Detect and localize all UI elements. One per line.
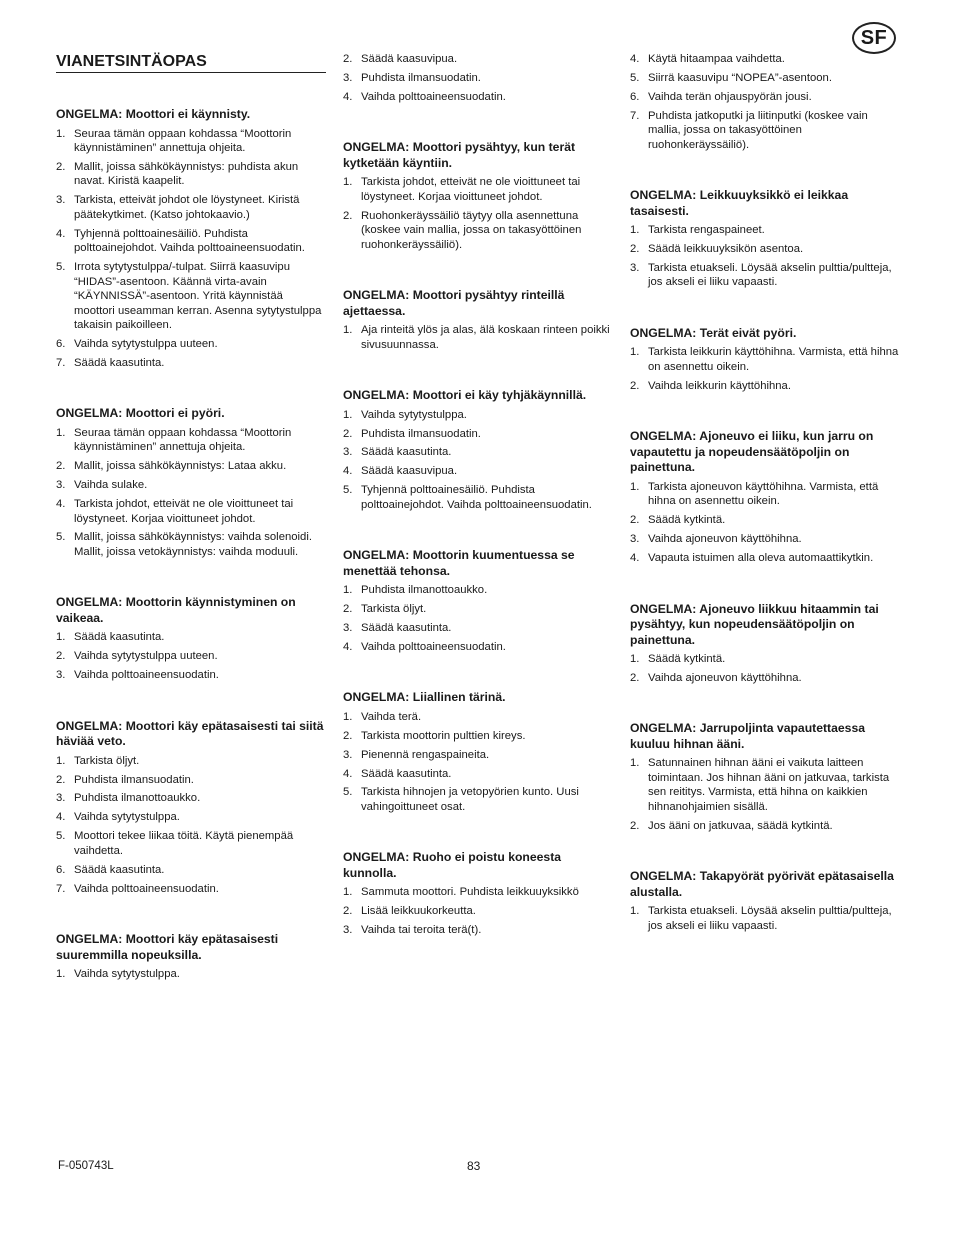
- remedy-item: [343, 427, 613, 442]
- problem-section: [630, 188, 900, 290]
- item-text: Säädä kaasutinta.: [361, 622, 452, 635]
- item-number: 1.: [630, 905, 640, 918]
- item-number: 3.: [343, 622, 353, 635]
- item-number: 1.: [343, 710, 353, 723]
- item-number: 4.: [343, 90, 353, 103]
- item-text: Lisää leikkuukorkeutta.: [361, 905, 476, 918]
- item-number: 2.: [343, 209, 353, 222]
- remedy-item: [343, 904, 613, 919]
- problem-section: [56, 719, 326, 896]
- remedy-list: [630, 904, 900, 933]
- remedy-item: [56, 630, 326, 645]
- item-text: Käytä hitaampaa vaihdetta.: [648, 53, 785, 65]
- remedy-item: [343, 464, 613, 479]
- item-text: Tarkista öljyt.: [74, 754, 140, 767]
- problem-section: [630, 52, 900, 152]
- item-text: Moottori tekee liikaa töitä. Käytä pienempää vaihdetta.: [74, 830, 294, 857]
- remedy-item: [343, 748, 613, 763]
- remedy-item: [56, 829, 326, 858]
- remedy-list: [343, 175, 613, 252]
- item-text: Tarkista moottorin pulttien kireys.: [361, 729, 526, 742]
- remedy-item: [343, 175, 613, 204]
- remedy-item: [343, 729, 613, 744]
- item-text: Tarkista johdot, etteivät ne ole vioittuneet tai löystyneet. Korjaa vioittuneet johdot.: [361, 176, 581, 203]
- item-text: Vaihda polttoaineensuodatin.: [74, 669, 219, 682]
- item-number: 2.: [343, 427, 353, 440]
- remedy-item: [343, 323, 613, 352]
- remedy-item: [56, 791, 326, 806]
- problem-section: [343, 850, 613, 937]
- item-number: 4.: [56, 498, 66, 511]
- remedy-item: [343, 209, 613, 253]
- item-text: Seuraa tämän oppaan kohdassa “Moottorin käynnistäminen” annettuja ohjeita.: [74, 127, 292, 154]
- item-number: 5.: [56, 261, 66, 274]
- item-text: Vaihda ajoneuvon käyttöhihna.: [648, 533, 802, 546]
- problem-section: [343, 288, 613, 352]
- item-text: Ruohonkeräyssäiliö täytyy olla asennettuna (koskee vain mallia, jossa on takasyöttöinen ruohonkeräyssäiliö).: [361, 209, 582, 251]
- item-number: 6.: [56, 863, 66, 876]
- item-text: Vaihda sytytystulppa uuteen.: [74, 650, 218, 663]
- item-text: Puhdista ilmanottoaukko.: [74, 792, 201, 805]
- remedy-item: [56, 127, 326, 156]
- item-number: 3.: [343, 924, 353, 937]
- item-text: Tarkista ajoneuvon käyttöhihna. Varmista, että hihna on asennettu oikein.: [648, 480, 879, 508]
- item-number: 2.: [630, 671, 640, 684]
- remedy-item: [56, 160, 326, 189]
- remedy-item: [343, 710, 613, 725]
- problem-section: [630, 602, 900, 686]
- item-text: Vaihda terä.: [361, 710, 422, 723]
- problem-heading: ONGELMA: Jarrupoljinta vapautettaessa kuuluu hihnan ääni.: [630, 721, 866, 751]
- problem-heading: ONGELMA: Moottorin kuumentuessa se menettää tehonsa.: [343, 548, 575, 578]
- item-number: 7.: [630, 109, 640, 122]
- item-number: 2.: [630, 514, 640, 527]
- problem-heading: ONGELMA: Moottorin käynnistyminen on vaikeaa.: [56, 595, 296, 625]
- remedy-item: [343, 602, 613, 617]
- remedy-item: [56, 810, 326, 825]
- problem-section: [630, 429, 900, 565]
- item-number: 5.: [56, 830, 66, 843]
- remedy-item: [630, 109, 900, 153]
- item-text: Tarkista etuakseli. Löysää akselin pulttia/pultteja, jos akseli ei liiku vapaasti.: [648, 905, 892, 932]
- remedy-item: [56, 863, 326, 878]
- item-text: Mallit, joissa sähkökäynnistys: vaihda solenoidi. Mallit, joissa vetokäynnistys: vaihda moduuli.: [74, 531, 312, 558]
- item-text: Puhdista ilmanottoaukko.: [361, 584, 488, 597]
- item-number: 3.: [343, 71, 353, 84]
- item-text: Puhdista ilmansuodatin.: [361, 427, 481, 440]
- remedy-item: [56, 754, 326, 769]
- item-text: Säädä kaasutinta.: [74, 631, 165, 644]
- item-text: Pienennä rengaspaineita.: [361, 748, 490, 761]
- item-text: Tarkista johdot, etteivät ne ole vioittuneet tai löystyneet. Korjaa vioittuneet johdot.: [74, 498, 294, 525]
- remedy-item: [630, 90, 900, 105]
- remedy-list: [343, 710, 613, 815]
- item-number: 2.: [343, 905, 353, 918]
- item-number: 3.: [56, 792, 66, 805]
- remedy-item: [56, 497, 326, 526]
- page-title: VIANETSINTÄOPAS: [56, 52, 326, 73]
- item-number: 3.: [56, 669, 66, 682]
- item-text: Sammuta moottori. Puhdista leikkuuyksikkö: [361, 886, 579, 899]
- item-number: 3.: [630, 533, 640, 546]
- item-text: Tarkista rengaspaineet.: [648, 224, 765, 237]
- problem-heading: ONGELMA: Moottori pysähtyy rinteillä ajettaessa.: [343, 288, 565, 318]
- item-text: Vapauta istuimen alla oleva automaattikytkin.: [648, 552, 874, 565]
- item-text: Satunnainen hihnan ääni ei vaikuta laitteen toimintaan. Jos hihnan ääni on jatkuvaa, tarkista sen reititys. Varmista, että hihna on kaikkien hihnanohjaimien sisällä.: [648, 757, 890, 813]
- column-1: [56, 52, 326, 1018]
- item-text: Vaihda sulake.: [74, 479, 148, 492]
- item-text: Säädä kytkintä.: [648, 514, 726, 527]
- remedy-item: [56, 227, 326, 256]
- remedy-item: [630, 242, 900, 257]
- remedy-item: [630, 756, 900, 814]
- item-number: 2.: [630, 379, 640, 392]
- item-number: 4.: [56, 227, 66, 240]
- item-number: 4.: [630, 552, 640, 565]
- item-text: Tarkista etuakseli. Löysää akselin pulttia/pultteja, jos akseli ei liiku vapaasti.: [648, 261, 892, 289]
- language-badge: SF: [852, 22, 896, 54]
- problem-section: [56, 406, 326, 559]
- remedy-item: [343, 621, 613, 636]
- remedy-item: [343, 52, 613, 67]
- problem-heading: ONGELMA: Takapyörät pyörivät epätasaisella alustalla.: [630, 869, 894, 899]
- item-text: Vaihda tai teroita terä(t).: [361, 924, 482, 937]
- item-number: 1.: [56, 968, 66, 981]
- item-text: Aja rinteitä ylös ja alas, älä koskaan rinteen poikki sivusuunnassa.: [361, 324, 610, 351]
- item-text: Vaihda polttoaineensuodatin.: [361, 640, 506, 653]
- column-2: [343, 52, 613, 974]
- problem-section: [343, 690, 613, 814]
- item-text: Säädä leikkuuyksikön asentoa.: [648, 243, 804, 256]
- item-number: 5.: [630, 71, 640, 84]
- problem-section: [56, 107, 326, 370]
- problem-section: [630, 869, 900, 933]
- item-text: Säädä kaasuvipua.: [361, 465, 458, 478]
- item-number: 6.: [56, 337, 66, 350]
- item-text: Vaihda sytytystulppa.: [74, 968, 180, 981]
- remedy-item: [343, 640, 613, 655]
- remedy-list: [630, 652, 900, 685]
- remedy-item: [56, 967, 326, 982]
- item-text: Tarkista, etteivät johdot ole löystyneet. Kiristä päätekytkimet. (Katso johtokaavio.): [74, 194, 300, 221]
- remedy-item: [343, 445, 613, 460]
- problem-section: [630, 721, 900, 833]
- item-number: 4.: [56, 811, 66, 824]
- item-text: Puhdista ilmansuodatin.: [361, 71, 481, 84]
- remedy-item: [56, 426, 326, 455]
- remedy-list: [343, 408, 613, 513]
- item-number: 3.: [56, 194, 66, 207]
- page-number: 83: [467, 1159, 481, 1173]
- problem-heading: ONGELMA: Moottori ei käynnisty.: [56, 107, 251, 121]
- item-number: 5.: [56, 531, 66, 544]
- remedy-item: [343, 90, 613, 105]
- remedy-item: [630, 379, 900, 394]
- item-number: 4.: [630, 53, 640, 65]
- problem-section: [630, 326, 900, 393]
- problem-heading: ONGELMA: Ajoneuvo ei liiku, kun jarru on vapautettu ja nopeudensäätöpoljin on painettuna.: [630, 429, 874, 475]
- problem-heading: ONGELMA: Ruoho ei poistu koneesta kunnolla.: [343, 850, 562, 880]
- remedy-item: [630, 480, 900, 509]
- item-text: Siirrä kaasuvipu “NOPEA”-asentoon.: [648, 71, 832, 84]
- item-number: 2.: [56, 160, 66, 173]
- item-text: Vaihda sytytystulppa.: [74, 811, 180, 824]
- item-text: Tarkista leikkurin käyttöhihna. Varmista, että hihna on asennettu oikein.: [648, 346, 899, 373]
- problem-heading: ONGELMA: Terät eivät pyöri.: [630, 325, 797, 340]
- document-code: F-050743L: [58, 1160, 114, 1172]
- item-number: 3.: [630, 261, 640, 274]
- problem-section: [343, 140, 613, 252]
- remedy-item: [630, 223, 900, 238]
- item-number: 1.: [630, 224, 640, 237]
- item-number: 6.: [630, 90, 640, 103]
- item-number: 4.: [343, 465, 353, 478]
- remedy-item: [630, 671, 900, 686]
- item-text: Vaihda sytytystulppa.: [361, 408, 467, 421]
- item-text: Säädä kaasutinta.: [361, 767, 452, 780]
- remedy-item: [630, 819, 900, 834]
- problem-heading: ONGELMA: Leikkuuyksikkö ei leikkaa tasaisesti.: [630, 188, 849, 218]
- item-number: 1.: [343, 176, 353, 189]
- item-text: Säädä kaasutinta.: [74, 863, 165, 876]
- item-number: 1.: [56, 127, 66, 140]
- item-text: Puhdista jatkoputki ja liitinputki (koskee vain mallia, jossa on takasyöttöinen ruohonkeräyssäiliö).: [648, 109, 868, 151]
- remedy-item: [630, 551, 900, 566]
- item-number: 7.: [56, 356, 66, 369]
- item-text: Mallit, joissa sähkökäynnistys: puhdista akun navat. Kiristä kaapelit.: [74, 160, 299, 188]
- item-number: 2.: [343, 53, 353, 65]
- item-number: 5.: [343, 786, 353, 799]
- item-number: 1.: [343, 324, 353, 337]
- problem-section: [343, 548, 613, 654]
- item-number: 1.: [630, 653, 640, 666]
- remedy-item: [630, 904, 900, 933]
- remedy-item: [56, 478, 326, 493]
- remedy-item: [56, 882, 326, 897]
- remedy-list: [56, 127, 326, 371]
- item-text: Irrota sytytystulppa/-tulpat. Siirrä kaasuvipu “HIDAS”-asentoon. Käännä virta-avain “KÄYNNISSÄ”-asentoon. Yritä käynnistää moottori useamman kerran. Asenna sytytystulppa takaisin paikoilleen.: [74, 261, 322, 332]
- item-number: 1.: [343, 584, 353, 597]
- problem-heading: ONGELMA: Liiallinen tärinä.: [343, 690, 506, 705]
- remedy-item: [630, 513, 900, 528]
- remedy-list: [630, 52, 900, 152]
- problem-heading: ONGELMA: Moottori pysähtyy, kun terät kytketään käyntiin.: [343, 140, 576, 170]
- item-text: Säädä kaasutinta.: [361, 446, 452, 459]
- remedy-item: [56, 530, 326, 559]
- remedy-item: [343, 923, 613, 938]
- problem-section: [343, 52, 613, 104]
- problem-section: [56, 932, 326, 982]
- item-text: Seuraa tämän oppaan kohdassa “Moottorin käynnistäminen” annettuja ohjeita.: [74, 426, 292, 454]
- item-number: 1.: [56, 631, 66, 644]
- problem-section: [343, 388, 613, 512]
- item-text: Vaihda sytytystulppa uuteen.: [74, 337, 218, 350]
- remedy-item: [630, 345, 900, 374]
- item-text: Jos ääni on jatkuvaa, säädä kytkintä.: [648, 819, 833, 832]
- remedy-list: [630, 756, 900, 833]
- item-text: Vaihda terän ohjauspyörän jousi.: [648, 90, 812, 103]
- item-text: Tyhjennä polttoainesäiliö. Puhdista polttoainejohdot. Vaihda polttoaineensuodatin.: [74, 227, 305, 255]
- item-number: 1.: [56, 426, 66, 439]
- item-number: 5.: [343, 484, 353, 497]
- item-number: 1.: [630, 757, 640, 770]
- item-number: 2.: [56, 773, 66, 786]
- problem-heading: ONGELMA: Moottori käy epätasaisesti tai siitä häviää veto.: [56, 718, 324, 749]
- column-3: [630, 52, 900, 969]
- item-text: Säädä kaasuvipua.: [361, 53, 458, 65]
- remedy-item: [56, 337, 326, 352]
- item-text: Vaihda polttoaineensuodatin.: [361, 90, 506, 103]
- remedy-item: [343, 483, 613, 512]
- problem-heading: ONGELMA: Moottori ei pyöri.: [56, 406, 225, 421]
- remedy-item: [56, 260, 326, 333]
- remedy-item: [343, 71, 613, 86]
- remedy-item: [56, 649, 326, 664]
- problem-section: [56, 595, 326, 682]
- remedy-list: [630, 480, 900, 566]
- remedy-list: [630, 223, 900, 290]
- remedy-item: [56, 668, 326, 683]
- remedy-item: [56, 356, 326, 371]
- remedy-list: [343, 583, 613, 654]
- remedy-list: [343, 885, 613, 937]
- item-number: 3.: [56, 479, 66, 492]
- remedy-item: [343, 408, 613, 423]
- remedy-list: [630, 345, 900, 393]
- item-number: 1.: [343, 886, 353, 899]
- item-number: 1.: [56, 754, 66, 767]
- remedy-item: [630, 652, 900, 667]
- item-text: Vaihda ajoneuvon käyttöhihna.: [648, 671, 802, 684]
- remedy-item: [56, 459, 326, 474]
- remedy-item: [630, 71, 900, 86]
- remedy-item: [343, 885, 613, 900]
- item-number: 2.: [56, 460, 66, 473]
- item-text: Mallit, joissa sähkökäynnistys: Lataa akku.: [74, 460, 287, 473]
- item-text: Vaihda leikkurin käyttöhihna.: [648, 379, 791, 392]
- remedy-item: [630, 261, 900, 290]
- remedy-item: [56, 773, 326, 788]
- remedy-item: [343, 785, 613, 814]
- item-text: Tarkista öljyt.: [361, 603, 427, 616]
- remedy-item: [630, 532, 900, 547]
- problem-heading: ONGELMA: Moottori käy epätasaisesti suuremmilla nopeuksilla.: [56, 932, 279, 962]
- item-text: Tarkista hihnojen ja vetopyörien kunto. Uusi vahingoittuneet osat.: [361, 786, 579, 813]
- remedy-list: [56, 967, 326, 982]
- remedy-list: [56, 630, 326, 682]
- problem-heading: ONGELMA: Moottori ei käy tyhjäkäynnillä.: [343, 388, 587, 403]
- remedy-list: [343, 52, 613, 104]
- remedy-item: [56, 193, 326, 222]
- item-number: 4.: [343, 767, 353, 780]
- item-number: 7.: [56, 882, 66, 895]
- remedy-item: [630, 52, 900, 67]
- item-number: 2.: [630, 819, 640, 832]
- remedy-item: [343, 767, 613, 782]
- item-text: Säädä kytkintä.: [648, 653, 726, 666]
- item-text: Puhdista ilmansuodatin.: [74, 773, 194, 786]
- item-number: 2.: [343, 729, 353, 742]
- item-text: Vaihda polttoaineensuodatin.: [74, 882, 219, 895]
- item-number: 3.: [343, 748, 353, 761]
- item-number: 2.: [630, 243, 640, 256]
- item-number: 1.: [630, 480, 640, 493]
- item-number: 3.: [343, 446, 353, 459]
- item-number: 1.: [630, 346, 640, 359]
- remedy-list: [56, 426, 326, 560]
- item-text: Säädä kaasutinta.: [74, 356, 165, 369]
- item-number: 4.: [343, 640, 353, 653]
- problem-heading: ONGELMA: Ajoneuvo liikkuu hitaammin tai pysähtyy, kun nopeudensäätöpoljin on painettuna.: [630, 601, 879, 647]
- item-text: Tyhjennä polttoainesäiliö. Puhdista polttoainejohdot. Vaihda polttoaineensuodatin.: [361, 484, 592, 511]
- remedy-item: [343, 583, 613, 598]
- item-number: 1.: [343, 408, 353, 421]
- remedy-list: [56, 754, 326, 896]
- item-number: 2.: [56, 650, 66, 663]
- remedy-list: [343, 323, 613, 352]
- item-number: 2.: [343, 603, 353, 616]
